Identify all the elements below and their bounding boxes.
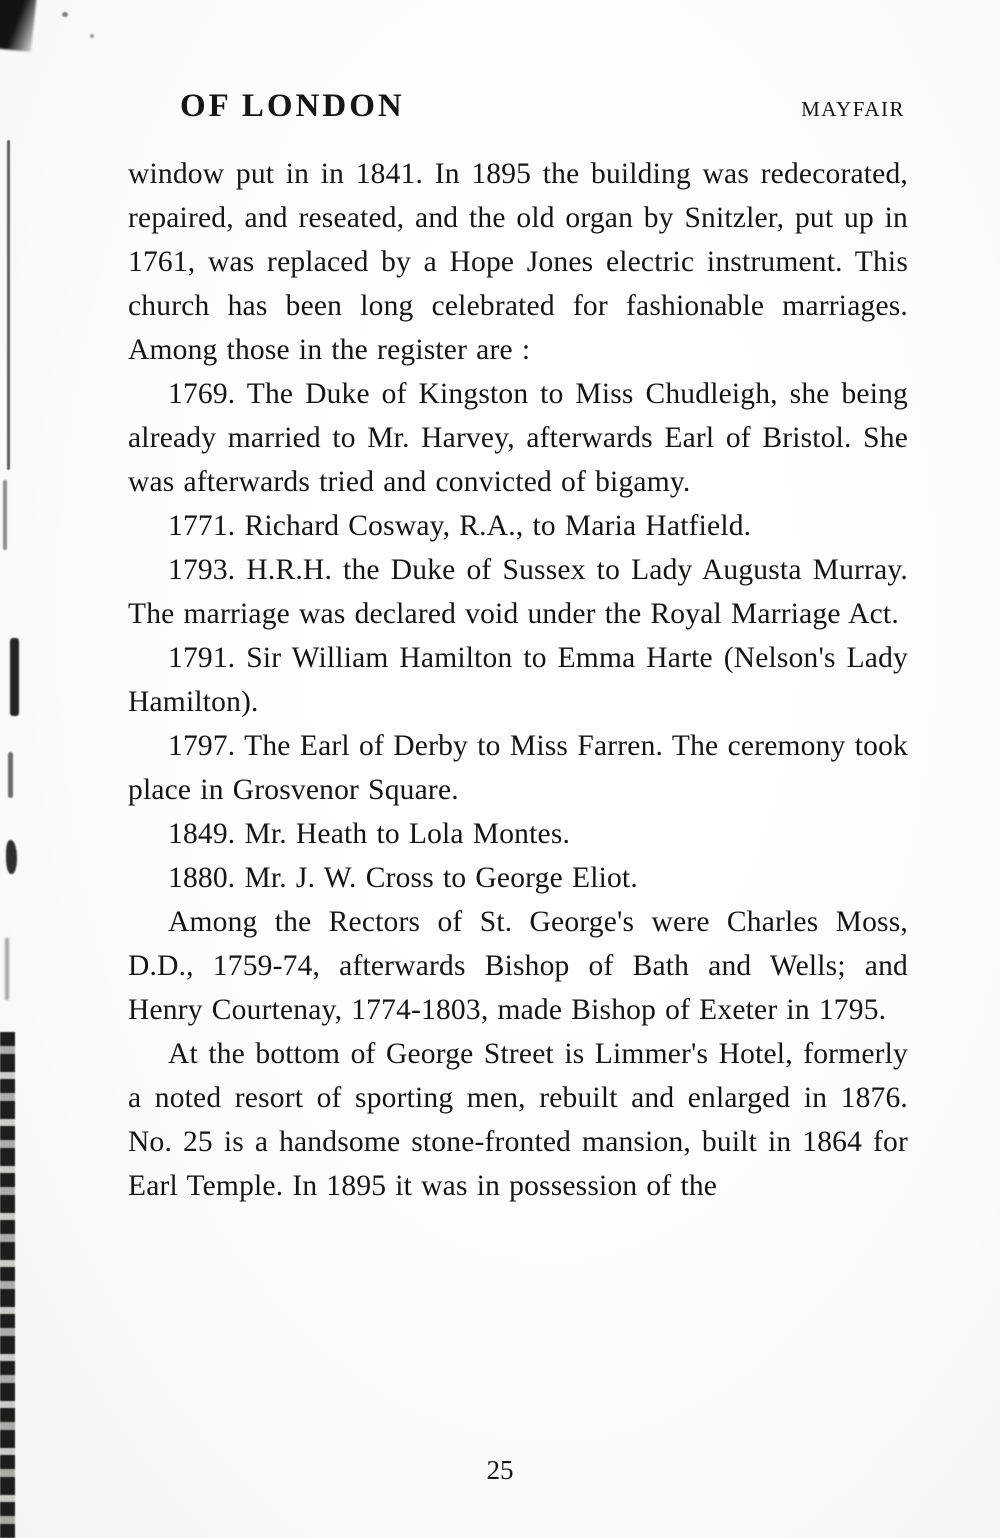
paragraph: 1793. H.R.H. the Duke of Sussex to Lady Augusta Murray. The marriage was declared void under the Royal Marriage Act. [128,554,908,630]
paragraph: Among the Rectors of St. George's were Charles Moss, D.D., 1759-74, afterwards Bishop of Bath and Wells; and Henry Courtenay, 1774-1803, made Bishop of Exeter in 1795. [128,906,908,1026]
scan-artifact-line [3,480,7,550]
scan-speck [62,12,68,17]
header-title: OF LONDON [180,88,405,124]
paragraph: window put in in 1841. In 1895 the building was redecorated, repaired, and reseated, and the old organ by Snitzler, put up in 1761, was replaced by a Hope Jones electric instrument. This church has been long celebrated for fashionable marriages. Among those in the register are : [128,158,908,366]
paragraph: 1791. Sir William Hamilton to Emma Harte (Nelson's Lady Hamilton). [128,642,908,718]
paragraph: 1771. Richard Cosway, R.A., to Maria Hatfield. [168,510,752,542]
page-body [128,152,908,1208]
scan-artifact-line [7,140,10,470]
scan-artifact-mark [10,638,19,716]
scan-artifact-corner [0,0,37,52]
paragraph: 1797. The Earl of Derby to Miss Farren. The ceremony took place in Grosvenor Square. [128,730,908,806]
scan-artifact-mark [5,938,9,1000]
paragraph: At the bottom of George Street is Limmer's Hotel, formerly a noted resort of sporting men, rebuilt and enlarged in 1876. No. 25 is a handsome stone-fronted mansion, built in 1864 for Earl Temple. In 1895 it was in possession of the [128,1038,908,1202]
paragraph: 1849. Mr. Heath to Lola Montes. [168,818,571,850]
scan-artifact-mark [8,752,13,798]
paragraph: 1769. The Duke of Kingston to Miss Chudleigh, she being already married to Mr. Harvey, afterwards Earl of Bristol. She was afterwards tried and convicted of bigamy. [128,378,908,498]
scan-artifact-blotch [6,840,17,874]
scan-speck [90,34,94,38]
running-header [128,88,905,125]
page-number: 25 [486,1455,514,1485]
paragraph: 1880. Mr. J. W. Cross to George Eliot. [168,862,638,894]
header-section: MAYFAIR [801,97,905,121]
